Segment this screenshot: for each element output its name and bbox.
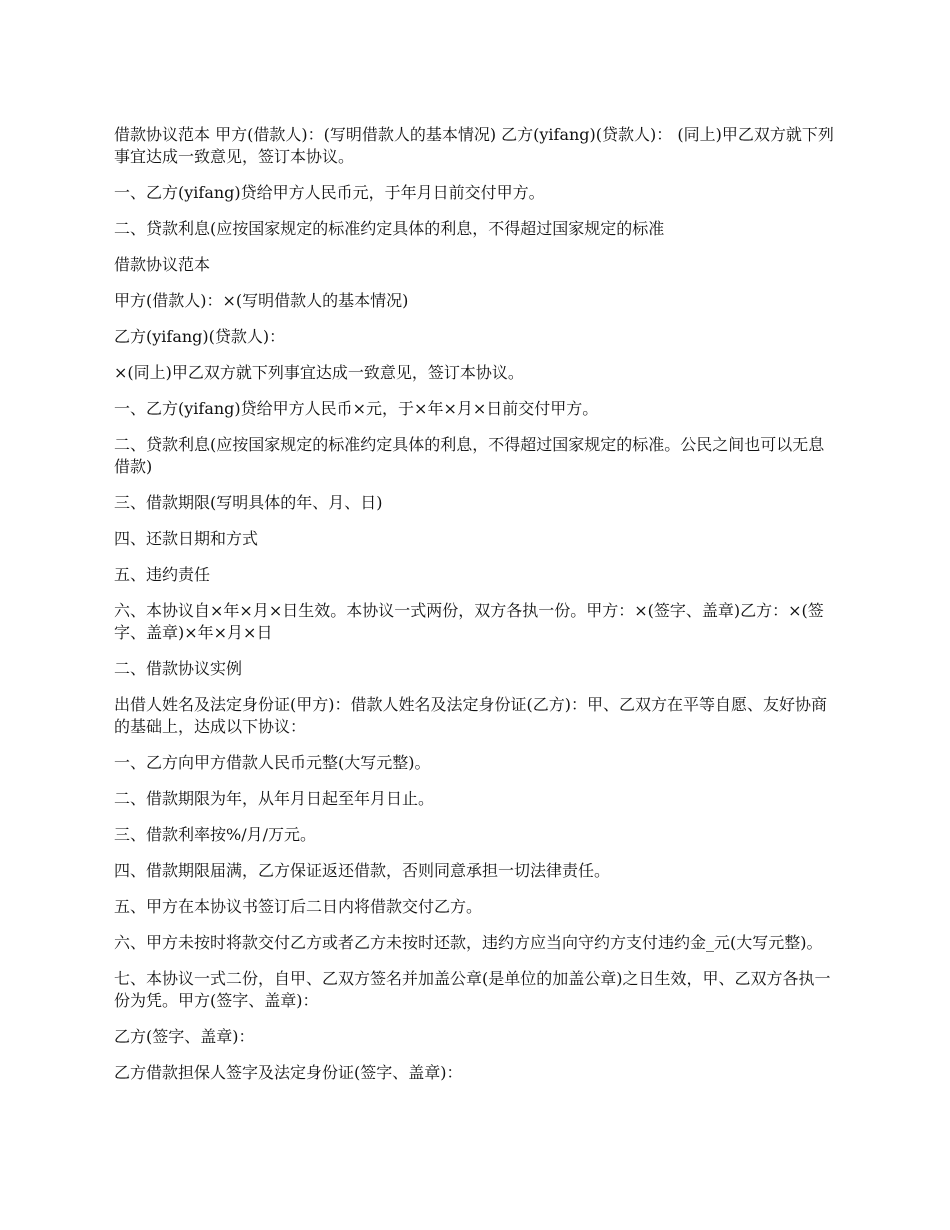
paragraph-signature-party-b: 乙方(签字、盖章)： [114,1027,255,1046]
paragraph-signature-guarantor: 乙方借款担保人签字及法定身份证(签字、盖章)： [114,1063,463,1082]
paragraph-example-clause-6: 六、甲方未按时将款交付乙方或者乙方未按时还款，违约方应当向守约方支付违约金_元(大写元整)。 [114,933,823,952]
paragraph-clause-1: 一、乙方(yifang)贷给甲方人民币×元，于×年×月×日前交付甲方。 [114,399,599,418]
paragraph-example-clause-7: 七、本协议一式二份，自甲、乙双方签名并加盖公章(是单位的加盖公章)之日生效，甲、乙双方各执一份为凭。甲方(签字、盖章)： [114,969,831,1010]
section-title-example: 二、借款协议实例 [114,659,243,678]
paragraph-example-clause-2: 二、借款期限为年，从年月日起至年月日止。 [114,789,435,808]
paragraph-example-parties: 出借人姓名及法定身份证(甲方)：借款人姓名及法定身份证(乙方)：甲、乙双方在平等自愿、友好协商的基础上，达成以下协议： [114,695,827,736]
paragraph-clause-4: 四、还款日期和方式 [114,529,259,548]
document-body [114,124,836,1098]
paragraph-example-clause-1: 一、乙方向甲方借款人民币元整(大写元整)。 [114,753,431,772]
paragraph-clause-2: 二、贷款利息(应按国家规定的标准约定具体的利息，不得超过国家规定的标准。公民之间也可以无息借款) [114,435,825,476]
paragraph-clause-2-summary: 二、贷款利息(应按国家规定的标准约定具体的利息，不得超过国家规定的标准 [114,219,665,238]
paragraph-agreement-intro: ×(同上)甲乙双方就下列事宜达成一致意见，签订本协议。 [114,363,524,382]
paragraph-example-clause-4: 四、借款期限届满，乙方保证返还借款，否则同意承担一切法律责任。 [114,861,611,880]
paragraph-party-a: 甲方(借款人)：×(写明借款人的基本情况) [114,291,409,310]
paragraph-clause-5: 五、违约责任 [114,565,211,584]
paragraph-clause-6: 六、本协议自×年×月×日生效。本协议一式两份，双方各执一份。甲方：×(签字、盖章)乙方：×(签字、盖章)×年×月×日 [114,601,824,642]
paragraph-clause-1-summary: 一、乙方(yifang)贷给甲方人民币元，于年月日前交付甲方。 [114,183,545,202]
paragraph-party-b: 乙方(yifang)(贷款人)： [114,327,286,346]
paragraph-clause-3: 三、借款期限(写明具体的年、月、日) [114,493,383,512]
section-title-template: 借款协议范本 [114,255,211,274]
paragraph-example-clause-5: 五、甲方在本协议书签订后二日内将借款交付乙方。 [114,897,483,916]
paragraph-intro-summary: 借款协议范本 甲方(借款人)：(写明借款人的基本情况) 乙方(yifang)(贷款人)： (同上)甲乙双方就下列事宜达成一致意见，签订本协议。 [114,125,834,166]
paragraph-example-clause-3: 三、借款利率按%/月/万元。 [114,825,316,844]
